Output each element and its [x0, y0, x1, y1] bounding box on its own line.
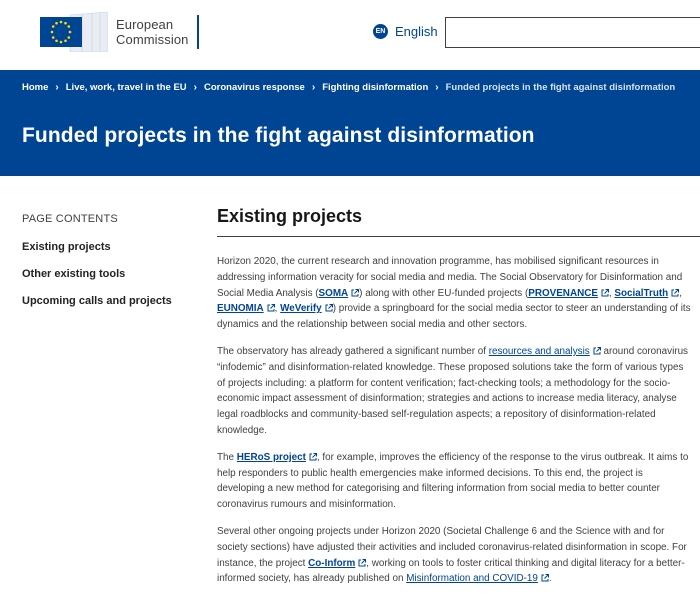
eu-flag-logo-icon — [22, 12, 108, 52]
external-link-icon — [541, 574, 549, 582]
paragraph-text: ) along with other EU-funded projects ( — [359, 287, 529, 299]
link-co-inform[interactable]: Co-Inform — [308, 557, 356, 569]
separator-text: , — [274, 303, 281, 315]
link-misinformation-covid19[interactable]: Misinformation and COVID-19 — [406, 573, 538, 585]
link-provenance[interactable]: PROVENANCE — [528, 287, 598, 299]
chevron-right-icon: › — [311, 82, 316, 93]
external-link-icon — [309, 453, 317, 461]
search-box[interactable] — [445, 17, 700, 48]
language-selector[interactable] — [373, 24, 438, 39]
breadcrumb — [22, 82, 675, 93]
external-link-icon — [351, 289, 359, 297]
external-link-icon — [671, 289, 679, 297]
section-title: Existing projects — [217, 206, 700, 237]
breadcrumb-home[interactable]: Home — [22, 82, 49, 93]
chevron-right-icon: › — [193, 82, 197, 93]
paragraph-text: Several other ongoing projects under Horizon 2020 (Societal Challenge 6 and the Science with and for society sections) have adjusted their activities and included coronavirus-related disinformation in scope. For instance, the project — [217, 525, 687, 569]
external-link-icon — [267, 304, 275, 312]
chevron-right-icon: › — [435, 82, 439, 93]
main-content — [217, 206, 700, 587]
paragraph-4 — [217, 524, 693, 587]
site-header — [0, 0, 700, 70]
external-link-icon — [593, 347, 601, 355]
breadcrumb-coronavirus-response[interactable]: Coronavirus response — [204, 82, 305, 93]
external-link-icon — [601, 289, 609, 297]
separator-text: , — [679, 287, 682, 299]
link-socialtruth[interactable]: SocialTruth — [614, 287, 669, 299]
separator-text: , — [608, 287, 615, 299]
link-soma[interactable]: SOMA — [318, 287, 349, 299]
sidebar-item-upcoming-calls[interactable]: Upcoming calls and projects — [22, 295, 172, 307]
breadcrumb-current: Funded projects in the fight against disinformation — [445, 82, 676, 93]
paragraph-3 — [217, 450, 693, 513]
logo-line-1: European — [116, 17, 174, 32]
page-title: Funded projects in the fight against disinformation — [22, 124, 535, 147]
breadcrumb-fighting-disinformation[interactable]: Fighting disinformation — [322, 82, 429, 93]
external-link-icon — [325, 304, 333, 312]
breadcrumb-live-work-travel[interactable]: Live, work, travel in the EU — [65, 82, 187, 93]
link-weverify[interactable]: WeVerify — [280, 303, 322, 315]
sidebar-item-other-existing-tools[interactable]: Other existing tools — [22, 268, 126, 280]
paragraph-text: ) provide a springboard for the social media sector to steer an understanding of its dynamics and the relationship between social media and other sectors. — [217, 303, 691, 331]
link-eunomia[interactable]: EUNOMIA — [217, 303, 264, 315]
paragraph-text: , for example, improves the efficiency of the response to the virus outbreak. It aims to help responders to public health emergencies make informed decisions. To this end, the project is developing a new method for categorising and filtering information from social media to better counter coronavirus rumours and misinformation. — [217, 451, 689, 511]
paragraph-1 — [217, 254, 693, 333]
sidebar-heading: PAGE CONTENTS — [22, 213, 118, 225]
paragraph-text: , working on tools to foster critical thinking and digital literacy for a better-informed society, has already published on — [217, 557, 685, 585]
language-label: English — [395, 24, 438, 39]
search-input[interactable] — [446, 18, 700, 47]
european-commission-logo[interactable] — [22, 12, 199, 52]
language-code-badge: EN — [373, 24, 388, 39]
chevron-right-icon: › — [55, 82, 59, 93]
link-resources-and-analysis[interactable]: resources and analysis — [488, 345, 590, 357]
paragraph-text: Horizon 2020, the current research and innovation programme, has mobilised significant resources in addressing information veracity for social media and media. The Social Observatory for Disinformation and Social Media Analysis ( — [217, 256, 683, 299]
external-link-icon — [358, 559, 366, 567]
paragraph-text: . — [548, 573, 552, 585]
page-banner — [0, 70, 700, 176]
logo-wordmark — [116, 15, 199, 49]
paragraph-2 — [217, 344, 693, 439]
paragraph-text: around coronavirus “infodemic” and disinformation-related knowledge. These proposed solutions take the form of various types of projects including: a platform for content verification; fact-checking tools; a methodology for the socio-economic impact assessment of disinformation; strategies and actions to increase media literacy, analyse legal roadblocks and community-based self-regulation aspects; a repository of disinformation-related knowledge. — [217, 345, 688, 436]
logo-line-2: Commission — [116, 32, 189, 47]
paragraph-text: The observatory has already gathered a significant number of — [217, 345, 489, 357]
page-contents-sidebar — [22, 213, 202, 322]
sidebar-item-existing-projects[interactable]: Existing projects — [22, 241, 111, 253]
link-heros-project[interactable]: HERoS project — [236, 451, 306, 463]
paragraph-text: The — [217, 451, 237, 463]
